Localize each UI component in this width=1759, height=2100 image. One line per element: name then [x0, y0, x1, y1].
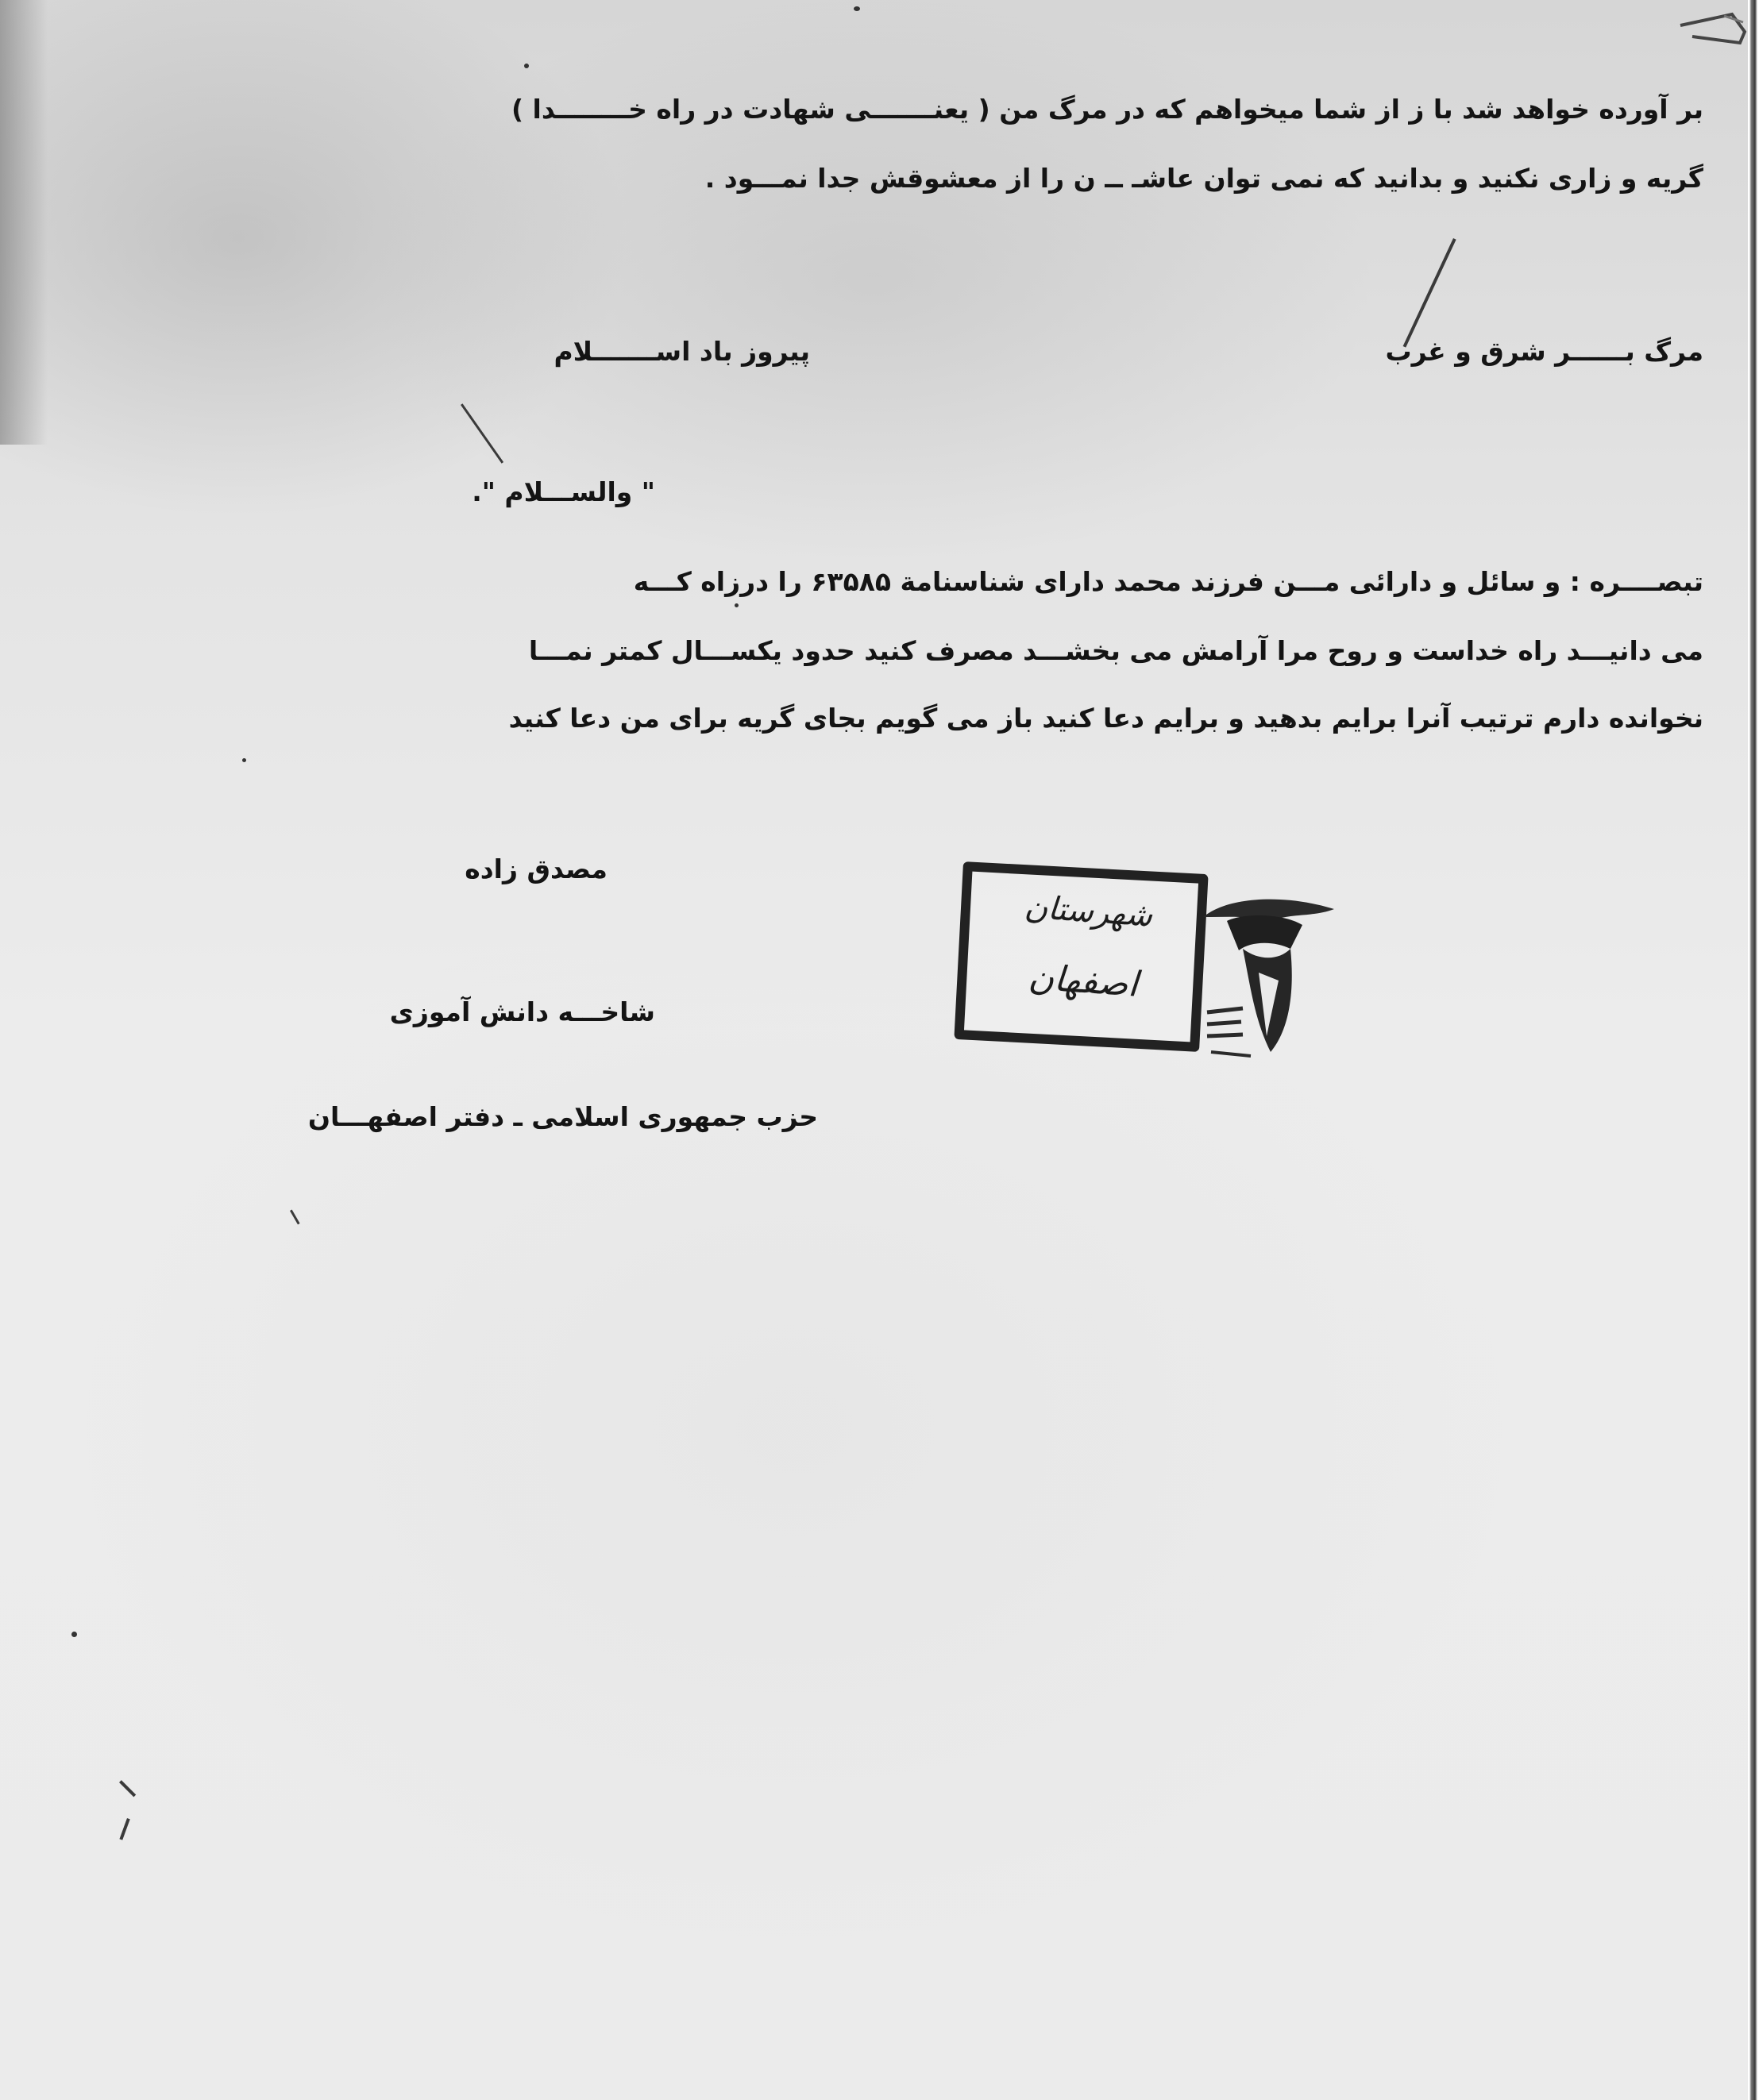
scratch-mark [119, 1818, 129, 1840]
speck [524, 64, 529, 68]
scan-shadow [0, 0, 48, 445]
speck [242, 758, 246, 762]
stamp-frame [954, 861, 1208, 1052]
paper-clip-icon [1676, 8, 1748, 56]
letter-line-1: بر آورده خواهد شد با ز از شما میخواهم که در مرگ من ( یعنـــــــی شهادت در راه خــــــــدا ) [511, 94, 1703, 125]
stamp-text-city: شهرستان [1023, 888, 1154, 934]
signature-organization: حزب جمهوری اسلامی ـ دفتر اصفهـــان [307, 1101, 818, 1132]
letter-line-2: گریه و زاری نکنید و بدانید که نمی توان عاشـ ــ ن را از معشوقش جدا نمـــود . [704, 163, 1703, 194]
note-line-1: تبصــــره : و سائل و دارائی مـــن فرزند محمد دارای شناسنامة ۶۳۵۸۵ را درزاه کـــه [633, 566, 1703, 597]
signature-name: مصدق زاده [465, 853, 608, 884]
scratch-mark [119, 1780, 136, 1797]
speck [71, 1632, 77, 1637]
official-stamp [949, 861, 1346, 1080]
scratch-mark [1403, 238, 1456, 348]
scratch-mark [461, 403, 503, 463]
party-emblem-icon [1195, 893, 1346, 1076]
stamp-text-isfahan: اصفهان [1027, 957, 1140, 1005]
speck [854, 6, 860, 11]
scratch-mark [290, 1210, 300, 1225]
speck [735, 603, 739, 607]
signature-branch: شاخـــه دانش آموزی [389, 996, 655, 1027]
slogan-victory: پیروز باد اســـــــلام [554, 336, 810, 367]
note-line-3: نخوانده دارم ترتیب آنرا برایم بدهید و برایم دعا کنید باز می گویم بجای گریه برای من دعا کنید [508, 703, 1703, 734]
page-edge [1748, 0, 1759, 2100]
note-line-2: می دانیـــد راه خداست و روح مرا آرامش می بخشـــد مصرف کنید حدود یکســـال کمتر نمـــا [528, 635, 1703, 666]
slogan-death: مرگ بــــــر شرق و غرب [1385, 336, 1703, 367]
closing-greeting: " والســـلام ". [472, 476, 655, 507]
